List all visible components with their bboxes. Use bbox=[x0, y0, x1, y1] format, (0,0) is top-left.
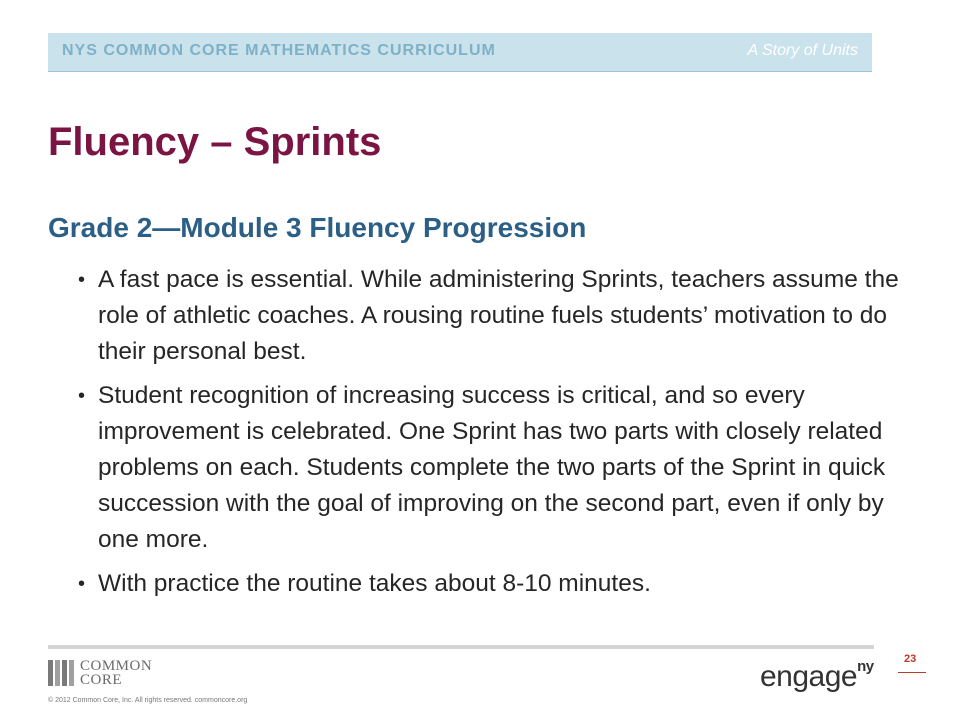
slide-title: Fluency – Sprints bbox=[48, 120, 382, 164]
logo-text bbox=[80, 659, 200, 687]
logo-line-1: COMMON bbox=[80, 658, 153, 674]
page-number: 23 bbox=[904, 653, 917, 665]
bullet-text: Student recognition of increasing success is critical, and so every improvement is celebrated. One Sprint has two parts with closely related problems on each. Students complete the two parts of the Sprint in quick succession with the goal of improving on the second part, even if only by one more. bbox=[98, 382, 886, 553]
header-bar bbox=[48, 33, 872, 72]
bullet-dot-icon: • bbox=[78, 269, 86, 291]
footer-divider bbox=[48, 645, 874, 649]
bullet-dot-icon: • bbox=[78, 385, 86, 407]
brand-text: engage bbox=[760, 660, 858, 693]
bullet-item bbox=[78, 566, 908, 602]
slide-subtitle: Grade 2—Module 3 Fluency Progression bbox=[48, 212, 587, 243]
bullet-item bbox=[78, 378, 908, 558]
bullet-text: With practice the routine takes about 8-10 minutes. bbox=[98, 570, 651, 597]
bullet-list bbox=[78, 262, 908, 610]
logo-line-2: CORE bbox=[80, 672, 123, 688]
bullet-dot-icon: • bbox=[78, 573, 86, 595]
page-number-underline bbox=[898, 672, 926, 673]
copyright-text: © 2012 Common Core, Inc. All rights reserved. commoncore.org bbox=[48, 697, 248, 704]
engage-ny-logo bbox=[760, 660, 874, 694]
common-core-logo-icon bbox=[48, 660, 74, 686]
bullet-text: A fast pace is essential. While administering Sprints, teachers assume the role of athletic coaches. A rousing routine fuels students’ motivation to do their personal best. bbox=[98, 266, 899, 365]
brand-sup: ny bbox=[857, 658, 874, 675]
curriculum-label: NYS COMMON CORE MATHEMATICS CURRICULUM bbox=[62, 42, 496, 59]
bullet-item bbox=[78, 262, 908, 370]
series-label: A Story of Units bbox=[747, 42, 858, 59]
